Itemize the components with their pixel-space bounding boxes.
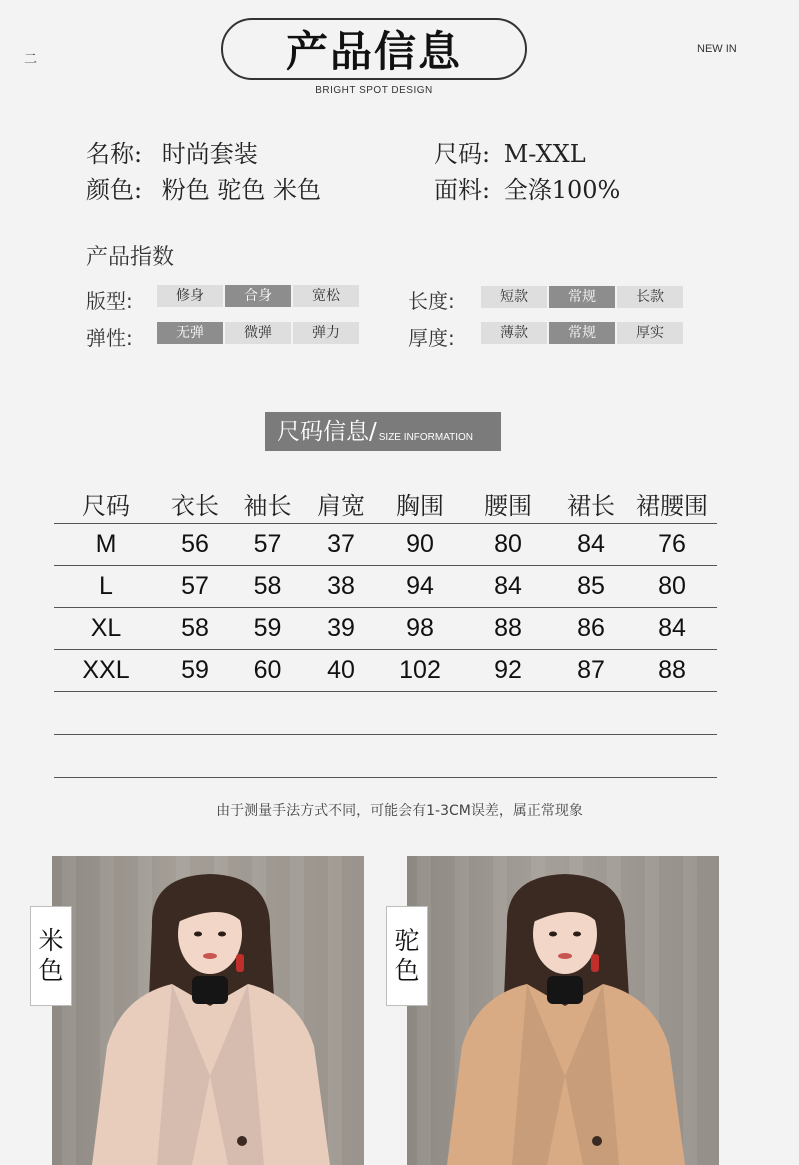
- fabric-label: 面料:: [434, 176, 491, 204]
- table-cell: 102: [399, 656, 441, 684]
- product-photo-camel: [407, 856, 719, 1165]
- size-label: 尺码:: [434, 140, 491, 168]
- color-tag-beige: [30, 906, 72, 1006]
- color-value: 粉色 驼色 米色: [161, 176, 321, 204]
- thickness-bar: [481, 322, 683, 344]
- model-illustration: [52, 856, 364, 1165]
- color-tag-line: 米: [38, 926, 64, 955]
- table-cell: 84: [494, 572, 522, 600]
- earring-shape: [236, 954, 244, 972]
- fabric-row: [434, 170, 620, 205]
- table-header-cell: 腰围: [484, 492, 532, 520]
- measurement-note: 由于测量手法方式不同，可能会有1-3CM误差，属正常现象: [216, 803, 583, 819]
- product-index-title: 产品指数: [86, 245, 175, 270]
- table-cell: 80: [494, 530, 522, 558]
- table-cell: 57: [181, 572, 209, 600]
- table-cell: 90: [406, 530, 434, 558]
- new-in-label: NEW IN: [697, 43, 737, 55]
- table-cell: 76: [658, 530, 686, 558]
- title-pill: [221, 18, 527, 80]
- turtleneck-shape: [547, 976, 583, 1004]
- table-cell: M: [95, 530, 117, 558]
- color-tag-line: 色: [38, 956, 64, 985]
- lips-shape: [558, 953, 572, 959]
- size-value: M-XXL: [503, 140, 586, 168]
- table-empty-row: [54, 692, 717, 735]
- table-header-cell: 胸围: [396, 492, 444, 520]
- table-empty-row: [54, 735, 717, 778]
- color-row: [86, 170, 321, 205]
- table-header-cell: 裙腰围: [636, 492, 708, 520]
- product-photo-beige: [52, 856, 364, 1165]
- length-bar: [481, 286, 683, 308]
- table-cell: 92: [494, 656, 522, 684]
- table-cell: 57: [253, 530, 282, 558]
- fabric-value: 全涤100%: [503, 176, 621, 204]
- color-label: 颜色:: [86, 176, 143, 204]
- fit-bar: [157, 285, 359, 307]
- table-cell: 88: [494, 614, 522, 642]
- fit-option: 宽松: [293, 285, 359, 307]
- table-cell: XXL: [82, 656, 130, 684]
- fit-option: 修身: [157, 285, 223, 307]
- fit-label: 版型:: [86, 289, 133, 313]
- table-cell: XL: [90, 614, 122, 642]
- eye-right: [218, 932, 226, 937]
- table-cell: 88: [658, 656, 686, 684]
- table-row: [54, 566, 717, 608]
- color-tag-camel: [386, 906, 428, 1006]
- button-shape: [592, 1136, 602, 1146]
- length-label: 长度:: [408, 289, 455, 313]
- table-cell: 40: [327, 656, 355, 684]
- elasticity-option: 无弹: [157, 322, 223, 344]
- model-illustration: [407, 856, 719, 1165]
- table-header-cell: 袖长: [243, 492, 292, 520]
- table-row: [54, 524, 717, 566]
- turtleneck-shape: [192, 976, 228, 1004]
- name-row: [86, 134, 258, 169]
- table-header-row: [54, 484, 717, 524]
- fit-option: 合身: [225, 285, 291, 307]
- name-label: 名称:: [86, 140, 143, 168]
- color-tag-line: 驼: [394, 926, 420, 955]
- size-info-title-en: SIZE INFORMATION: [378, 432, 474, 443]
- thickness-option: 厚实: [617, 322, 683, 344]
- length-option: 短款: [481, 286, 547, 308]
- eye-left: [194, 932, 202, 937]
- table-cell: 59: [253, 614, 282, 642]
- wall-stripe: [683, 856, 697, 1165]
- earring-shape: [591, 954, 599, 972]
- table-cell: 80: [658, 572, 686, 600]
- table-cell: L: [99, 572, 113, 600]
- button-shape: [237, 1136, 247, 1146]
- eye-left: [549, 932, 557, 937]
- table-cell: 59: [181, 656, 209, 684]
- wall-stripe: [328, 856, 342, 1165]
- size-info-title: 尺码信息/: [277, 419, 377, 445]
- table-cell: 85: [577, 572, 605, 600]
- table-cell: 60: [253, 656, 282, 684]
- table-cell: 38: [327, 572, 355, 600]
- lips-shape: [203, 953, 217, 959]
- table-cell: 98: [406, 614, 434, 642]
- page-subtitle: BRIGHT SPOT DESIGN: [315, 85, 433, 96]
- table-header-cell: 尺码: [82, 492, 130, 520]
- table-cell: 84: [577, 530, 605, 558]
- size-range-row: [434, 134, 586, 169]
- table-cell: 94: [406, 572, 434, 600]
- table-cell: 87: [577, 656, 605, 684]
- thickness-option: 薄款: [481, 322, 547, 344]
- length-option: 常规: [549, 286, 615, 308]
- color-tag-line: 色: [394, 956, 420, 985]
- table-cell: 86: [577, 614, 605, 642]
- wall-stripe: [417, 856, 431, 1165]
- thickness-option: 常规: [549, 322, 615, 344]
- table-cell: 84: [658, 614, 686, 642]
- table-row: [54, 608, 717, 650]
- table-cell: 58: [181, 614, 209, 642]
- side-mark: 二: [24, 51, 39, 66]
- table-cell: 56: [181, 530, 209, 558]
- eye-right: [573, 932, 581, 937]
- elasticity-option: 弹力: [293, 322, 359, 344]
- table-header-cell: 衣长: [171, 492, 219, 520]
- size-info-badge: [265, 412, 501, 451]
- wall-stripe: [62, 856, 76, 1165]
- table-cell: 58: [253, 572, 282, 600]
- table-cell: 37: [327, 530, 355, 558]
- thickness-label: 厚度:: [408, 326, 455, 350]
- elasticity-bar: [157, 322, 359, 344]
- table-cell: 39: [327, 614, 355, 642]
- name-value: 时尚套装: [161, 140, 258, 168]
- elasticity-label: 弹性:: [86, 326, 133, 350]
- elasticity-option: 微弹: [225, 322, 291, 344]
- page-title: 产品信息: [285, 27, 462, 76]
- table-header-cell: 肩宽: [317, 492, 365, 520]
- size-table: [54, 484, 717, 778]
- table-header-cell: 裙长: [567, 492, 615, 520]
- table-row: [54, 650, 717, 692]
- length-option: 长款: [617, 286, 683, 308]
